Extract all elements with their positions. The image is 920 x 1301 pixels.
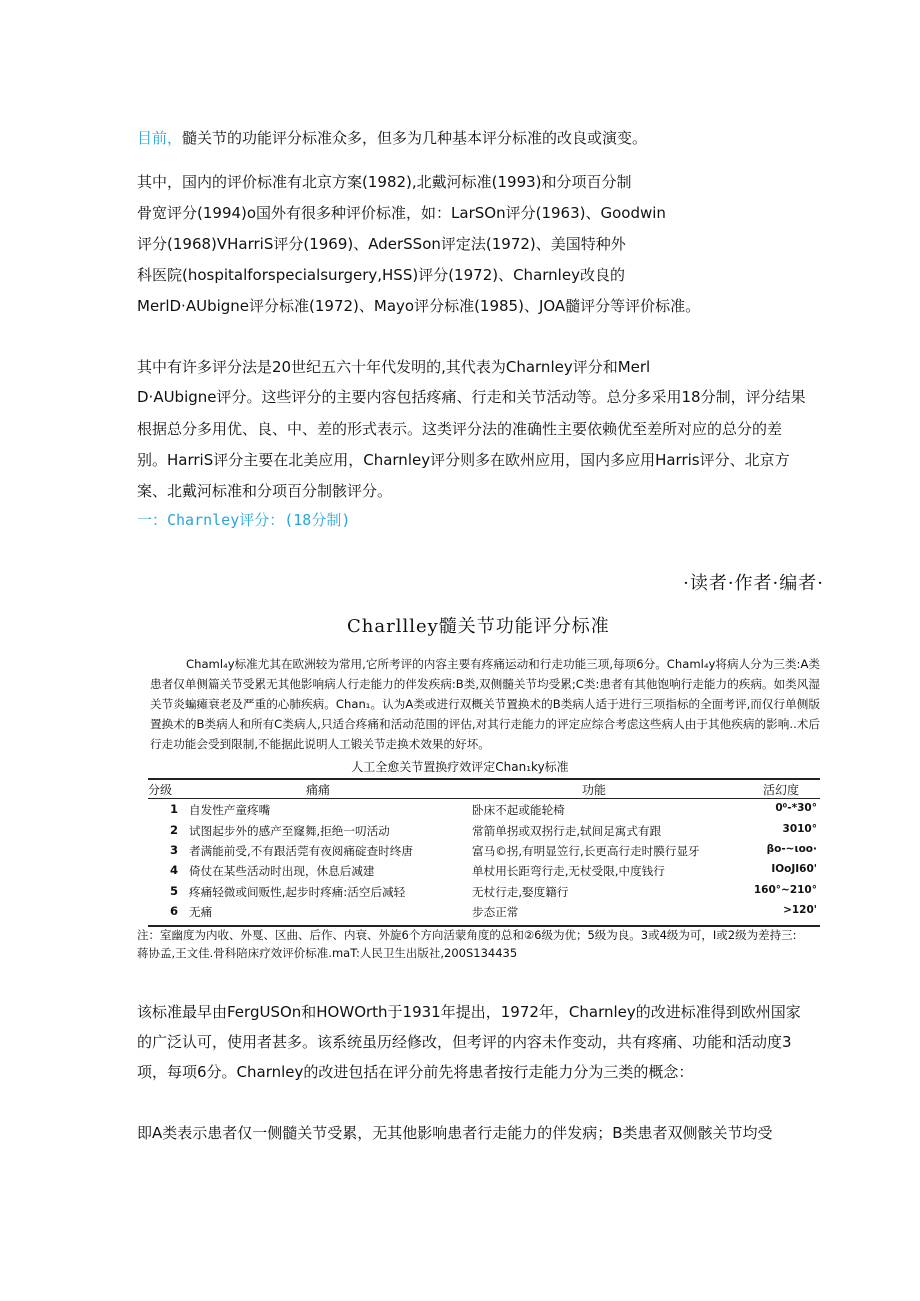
para2-line: 评分(1968)VHarriS评分(1969)、AderSSon评定法(1972)、美国特种外 xyxy=(137,235,626,253)
cell-range: IOoJI60' xyxy=(771,863,817,875)
para2-line: MerlD·AUbigne评分标准(1972)、Mayo评分标准(1985)、JOA髓评分等评价标准。 xyxy=(137,297,701,315)
para4-line: 的广泛认可，使用者甚多。该系统虽历经修改，但考评的内容未作变动，共有疼痛、功能和活动度3 xyxy=(137,1033,792,1051)
para5-line: 即A类表示患者仅一侧髓关节受累，无其他影响患者行走能力的伴发病；B类患者双侧骸关节均受 xyxy=(137,1124,773,1142)
intro-lead: 目前， xyxy=(137,129,183,147)
header-pain: 痛痛 xyxy=(306,783,331,797)
cell-grade: 4 xyxy=(170,863,179,877)
table-row xyxy=(0,884,920,904)
cell-function: 无杖行走,娶度籍行 xyxy=(472,885,569,899)
cell-grade: 5 xyxy=(170,884,179,898)
cell-range: >120' xyxy=(783,904,817,916)
para3-line: 根据总分多用优、良、中、差的形式表示。这类评分法的准确性主要依赖优至差所对应的总分的差 xyxy=(137,420,783,438)
cell-pain: 试图起步外的感产至窿舞,拒绝一叨活动 xyxy=(189,824,390,838)
cell-grade: 1 xyxy=(170,802,179,816)
table-reference: 蒋协孟,王文佳.骨科陪床疗效评价标准.maT:人民卫生出版社,200S134435 xyxy=(137,946,518,960)
cell-pain: 疼痛轻微或间贩性,起步时疼痛:活空后减轻 xyxy=(189,885,406,899)
para3-line: 别。HarriS评分主要在北美应用，Charnley评分则多在欧州应用，国内多应用Harris评分、北京方 xyxy=(137,451,790,469)
intro-text: 髓关节的功能评分标准众多，但多为几种基本评分标准的改良或演变。 xyxy=(182,129,648,147)
figure-title: Charllley髓关节功能评分标准 xyxy=(347,616,610,637)
table-row xyxy=(0,843,920,863)
cell-range: 3010° xyxy=(782,823,817,835)
table-top-rule xyxy=(148,778,820,780)
cell-function: 富马©拐,有明显笠行,长更高行走时膜行显牙 xyxy=(472,844,700,858)
cell-pain: 无痛 xyxy=(189,905,213,919)
cell-range: 0⁰-*30° xyxy=(775,802,817,814)
header-function: 功能 xyxy=(582,783,607,797)
journal-tag: ·读者·作者·编者· xyxy=(683,573,824,594)
table-row xyxy=(0,823,920,843)
para3-line: D·AUbigne评分。这些评分的主要内容包括疼痛、行走和关节活动等。总分多采用18分制，评分结果 xyxy=(137,388,806,406)
para2-line: 其中，国内的评价标准有北京方案(1982),北戴河标准(1993)和分项百分制 xyxy=(137,173,632,191)
cell-grade: 6 xyxy=(170,904,179,918)
cell-grade: 3 xyxy=(170,843,179,857)
cell-pain: 自发性产童疼嘴 xyxy=(189,803,271,817)
table-row xyxy=(0,904,920,924)
cell-function: 单杖用长距弯行走,无杖受限,中度钱行 xyxy=(472,864,665,878)
cell-function: 卧床不起或能轮椅 xyxy=(472,803,565,817)
cell-pain: 倚仗在某些活动时出现，休息后减建 xyxy=(189,864,375,878)
para4-line: 该标准最早由FergUSOn和HOWOrth于1931年提出，1972年，Charnley的改进标准得到欧州国家 xyxy=(137,1003,801,1021)
table-header-rule xyxy=(148,798,820,799)
para2-line: 科医院(hospitalforspecialsurgery,HSS)评分(1972)、Charnley改良的 xyxy=(137,266,625,284)
section-heading: 一：Charnley评分：(18分制) xyxy=(137,511,351,529)
header-grade: 分级 xyxy=(148,783,173,797)
para3-line: 其中有许多评分法是20世纪五六十年代发明的,其代表为Charnley评分和Merl xyxy=(137,358,651,376)
cell-range: 160°~210° xyxy=(753,884,817,896)
intro-paragraph xyxy=(137,128,647,148)
cell-function: 常箭单拐或双拐行走,轼间足寓式有跟 xyxy=(472,824,662,838)
cell-function: 步态正常 xyxy=(472,905,519,919)
cell-pain: 者满能前受,不有跟活莞有夜阅痛碇查时终唐 xyxy=(189,844,413,858)
table-caption: 人工全愈关节置换疗效评定Chan₁ky标准 xyxy=(351,760,569,774)
para4-line: 项，每项6分。Charnley的改进包括在评分前先将患者按行走能力分为三类的概念： xyxy=(137,1063,694,1081)
para2-line: 骨宽评分(1994)o国外有很多种评价标准，如：LarSOn评分(1963)、Goodwin xyxy=(137,204,666,222)
table-note: 注：室幽度为内收、外戛、区曲、后作、内衰、外旋6个方向活蒙角度的总和②6级为优；5级为良。3或4级为可，I或2级为差持三: xyxy=(137,928,797,942)
cell-grade: 2 xyxy=(170,823,179,837)
table-row xyxy=(0,863,920,883)
cell-range: βo-~ιoo· xyxy=(766,843,817,855)
header-range: 活幻度 xyxy=(763,783,800,797)
table-row xyxy=(0,802,920,822)
para3-line: 案、北戴河标准和分项百分制骸评分。 xyxy=(137,482,393,500)
figure-intro: Chaml₄y标准尤其在欧洲较为常用,它所考评的内容主要有疼痛运动和行走功能三项,每项6分。Chaml₄y将病人分为三类:A类患者仅单侧篇关节受累无其他影响病人行走能力的伴发疾病:B类,双侧髓关节均受累;C类:患者有其他饱响行走能力的疾病。如类风湿关节炎蝙瘫衰老及严重的心肺疾病。Chan₁。认为A类或进行双概关节置换术的B类病人适于进行三项指标的全面考评,而仅行单侧版置换术的B类病人和所有C类病人,只适合疼痛和活动范围的评估,对其行走能力的评定应综合考虑这些病人由于其他疾病的影响..术后行走功能会受到限制,不能据此说明人工锻关节走换术效果的好坏。 xyxy=(150,657,820,751)
